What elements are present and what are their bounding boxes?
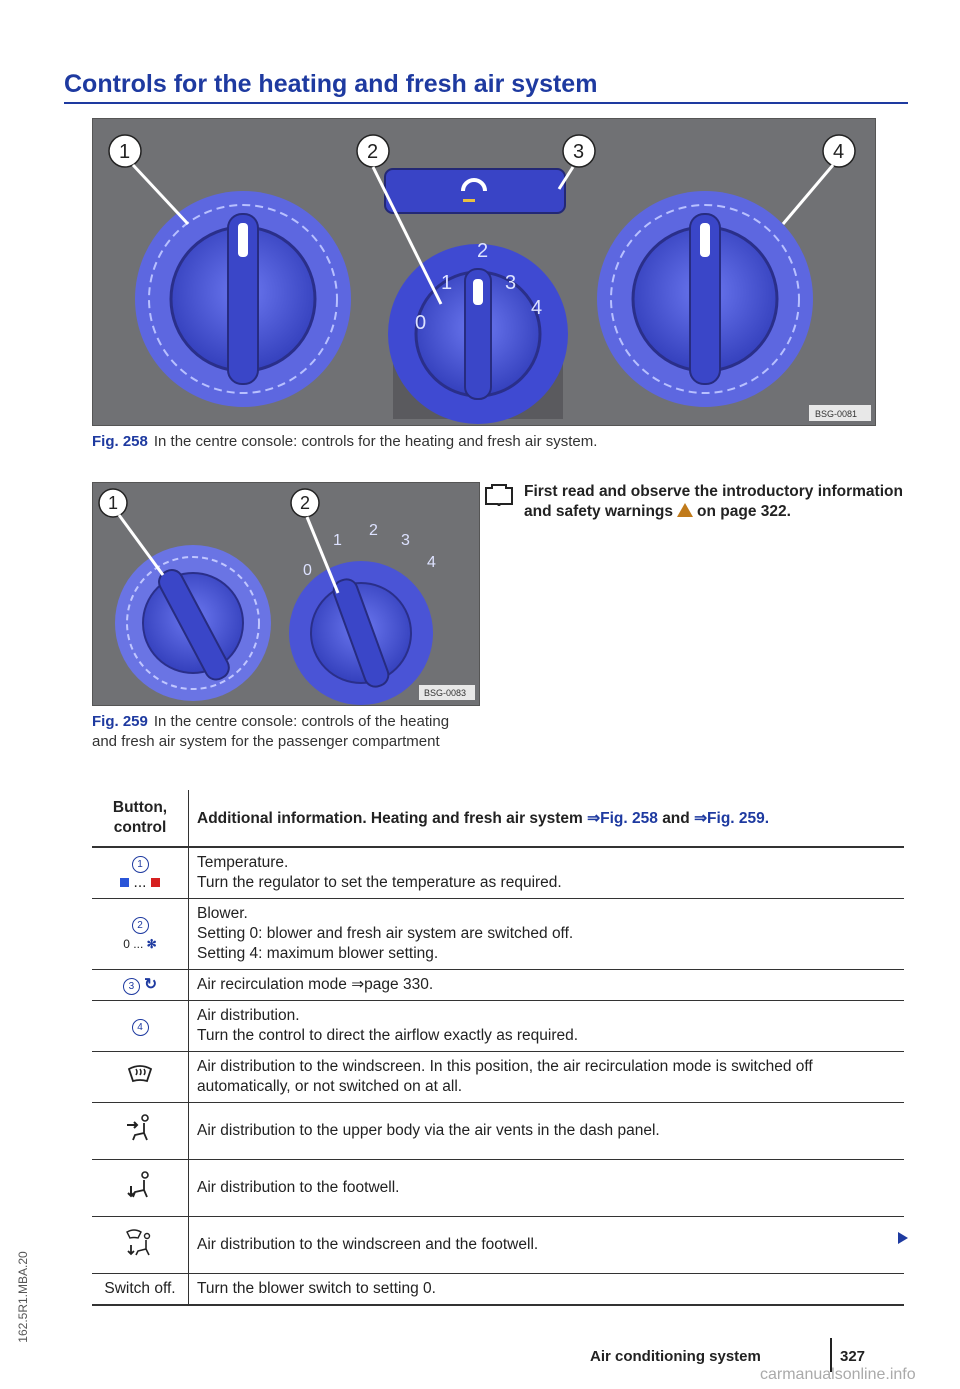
title-rule: [64, 102, 908, 104]
table-row: 1 ... Temperature. Turn the regulator to set the temperature as required.: [92, 847, 904, 899]
table-row: 3 ↻ Air recirculation mode ⇒page 330.: [92, 970, 904, 1001]
callout-2-icon: 2: [132, 917, 149, 934]
upper-body-icon: [125, 1113, 155, 1143]
callout-2: 2: [367, 141, 379, 163]
callout-3: 3: [573, 141, 585, 163]
passenger-callout-2: 2: [300, 493, 311, 513]
blower-scale-2: 2: [477, 240, 489, 262]
cold-square-icon: [120, 878, 129, 887]
table-header-col1: Button, control: [92, 790, 189, 847]
callout-1: 1: [119, 141, 131, 163]
watermark: carmanualsonline.info: [760, 1366, 916, 1383]
figure-code-2: BSG-0083: [424, 688, 467, 698]
passenger-blower-scale-0: 0: [303, 562, 312, 579]
callout-4: 4: [833, 141, 845, 163]
blower-scale-3: 3: [505, 272, 517, 294]
footer-section: Air conditioning system: [590, 1348, 761, 1365]
book-icon: [484, 484, 514, 506]
callout-4-icon: 4: [132, 1019, 149, 1036]
table-row: Air distribution to the windscreen and the footwell.: [92, 1217, 904, 1274]
continue-arrow-icon: [898, 1232, 908, 1244]
figure-258-caption: Fig. 258 In the centre console: controls for the heating and fresh air system.: [92, 433, 598, 450]
document-code: 162.5R1.MBA.20: [16, 1251, 30, 1343]
page-number: 327: [840, 1348, 866, 1365]
footwell-icon: [125, 1170, 155, 1200]
hot-square-icon: [151, 878, 160, 887]
callout-1-icon: 1: [132, 856, 149, 873]
blower-scale-0: 0: [415, 312, 427, 334]
passenger-blower-scale-2: 2: [369, 522, 378, 539]
table-row: 4 Air distribution. Turn the control to direct the airflow exactly as required.: [92, 1001, 904, 1052]
table-row: Switch off. Turn the blower switch to setting 0.: [92, 1274, 904, 1306]
safety-note: First read and observe the introductory information and safety warnings on page 322.: [484, 482, 904, 522]
passenger-temperature-knob: [115, 545, 271, 701]
passenger-blower-scale-3: 3: [401, 532, 410, 549]
passenger-blower-scale-1: 1: [333, 532, 342, 549]
temperature-knob: [135, 191, 351, 407]
table-row: Air distribution to the upper body via the air vents in the dash panel.: [92, 1103, 904, 1160]
figure-code: BSG-0081: [815, 409, 858, 419]
windscreen-icon: [125, 1061, 155, 1087]
fan-icon: ✻: [146, 937, 157, 951]
passenger-callout-1: 1: [108, 493, 119, 513]
figure-258-photo: [92, 118, 876, 426]
controls-table: [92, 790, 904, 1306]
passenger-blower-scale-4: 4: [427, 554, 436, 571]
table-header-col2: Additional information. Heating and fresh air system ⇒Fig. 258 and ⇒Fig. 259.: [189, 790, 905, 847]
callout-3-icon: 3: [123, 978, 140, 995]
recirculation-button: [385, 169, 565, 213]
windscreen-footwell-icon: [125, 1227, 155, 1257]
recirculation-icon: ↻: [144, 976, 158, 993]
warning-icon: [677, 503, 693, 517]
table-row: Air distribution to the footwell.: [92, 1160, 904, 1217]
figure-259-caption: Fig. 259 In the centre console: controls of the heating and fresh air system for the passenger compartment: [92, 713, 450, 750]
blower-scale-4: 4: [531, 297, 543, 319]
table-row: Air distribution to the windscreen. In this position, the air recirculation mode is switched off automatically, or not switched on at all.: [92, 1052, 904, 1103]
blower-scale-1: 1: [441, 272, 453, 294]
figure-259-photo: [92, 482, 480, 706]
table-row: 2 0 ... ✻ Blower. Setting 0: blower and fresh air system are switched off. Setting 4: maximum blower setting.: [92, 899, 904, 970]
air-distribution-knob: [597, 191, 813, 407]
page-title: Controls for the heating and fresh air system: [64, 70, 598, 98]
